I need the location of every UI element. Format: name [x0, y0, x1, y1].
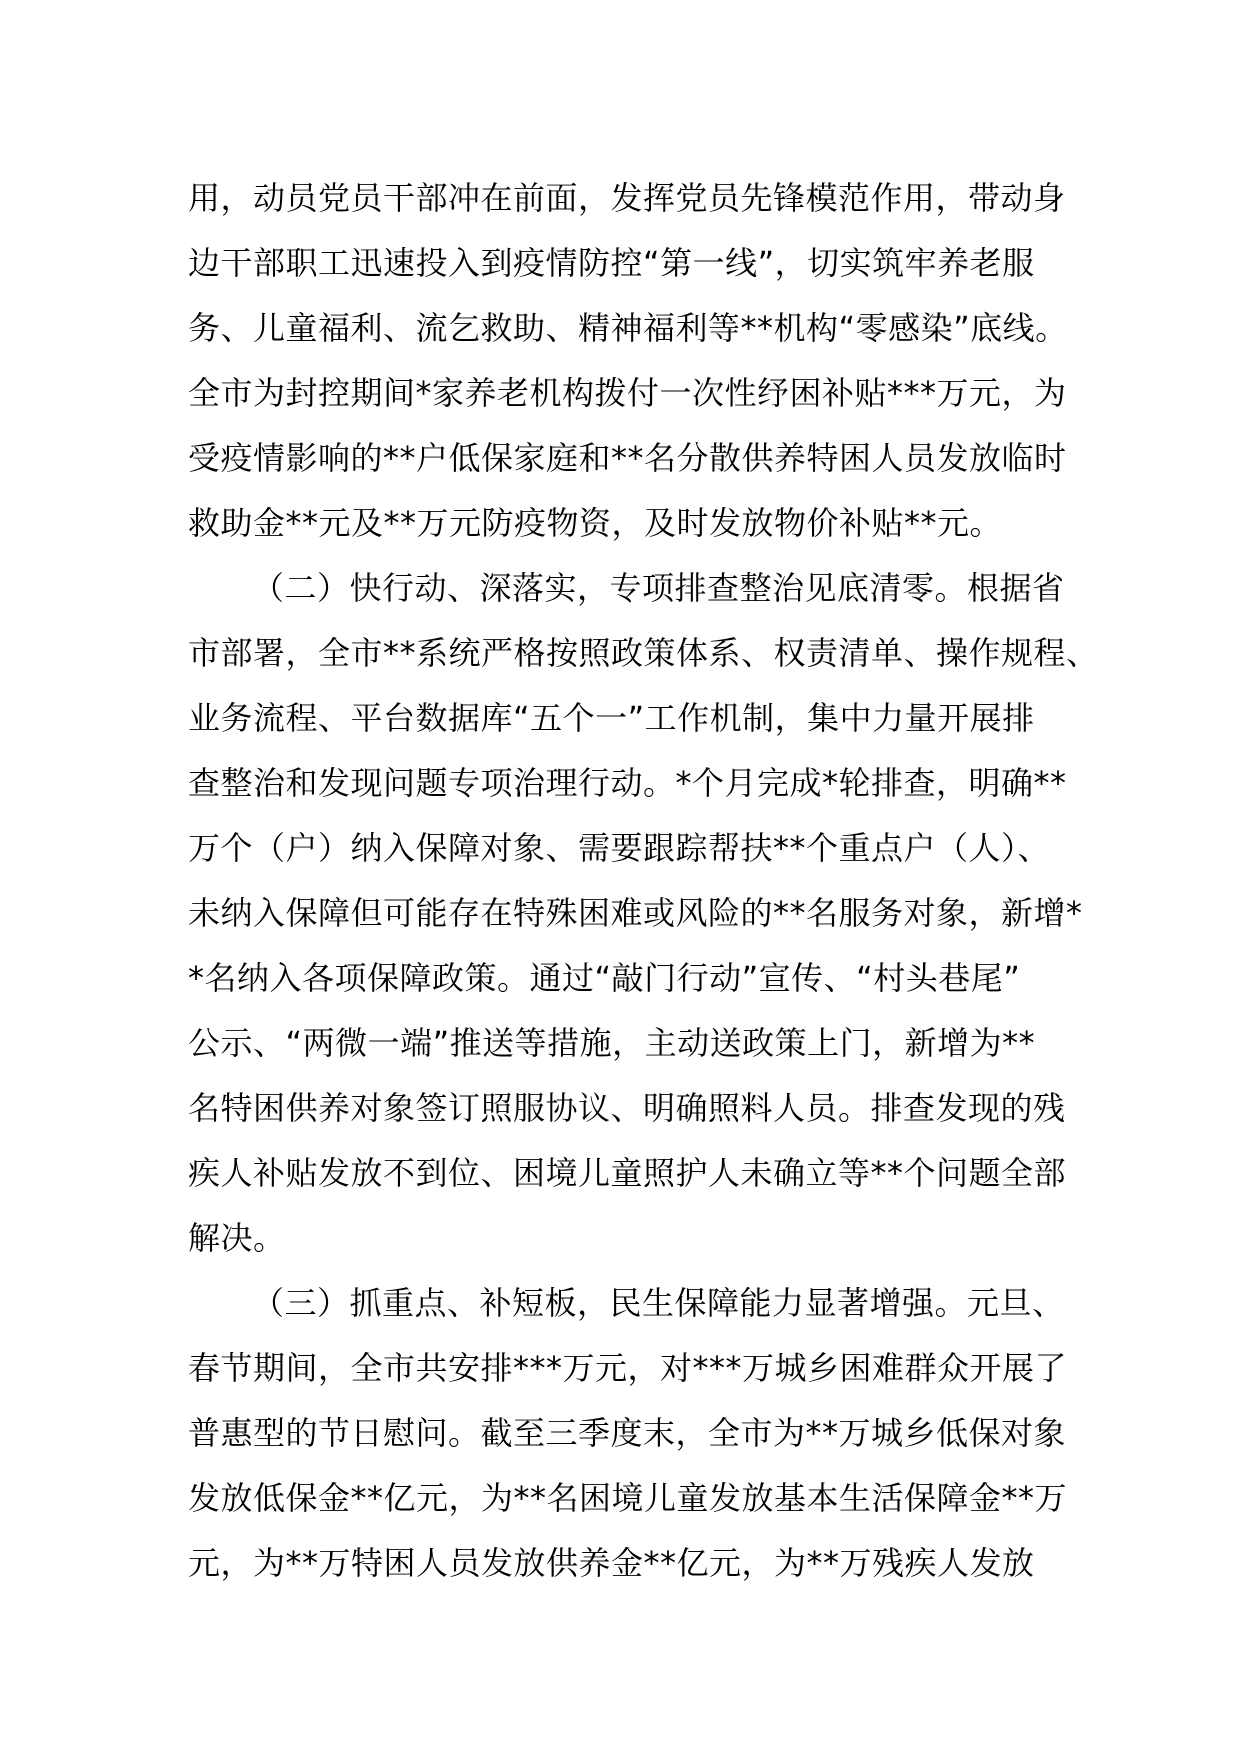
text-line: 救助金**元及**万元防疫物资，及时发放物价补贴**元。	[188, 504, 1003, 542]
text-line: 全市为封控期间*家养老机构拨付一次性纾困补贴***万元，为	[188, 374, 1067, 412]
text-line: 受疫情影响的**户低保家庭和**名分散供养特困人员发放临时	[188, 439, 1067, 477]
text-line: 疾人补贴发放不到位、困境儿童照护人未确立等**个问题全部	[188, 1154, 1067, 1192]
text-line: 业务流程、平台数据库“五个一”工作机制，集中力量开展排	[188, 699, 1035, 737]
text-line: 未纳入保障但可能存在特殊困难或风险的**名服务对象，新增*	[188, 894, 1083, 932]
text-line: 名特困供养对象签订照服协议、明确照料人员。排查发现的残	[188, 1089, 1066, 1127]
text-line: 查整治和发现问题专项治理行动。*个月完成*轮排查，明确**	[188, 764, 1067, 802]
text-line: 春节期间，全市共安排***万元，对***万城乡困难群众开展了	[188, 1349, 1068, 1387]
text-line: 用，动员党员干部冲在前面，发挥党员先锋模范作用，带动身	[188, 179, 1066, 217]
text-line: 解决。	[188, 1219, 286, 1257]
text-line: 发放低保金**亿元，为**名困境儿童发放基本生活保障金**万	[188, 1479, 1068, 1517]
paragraph-2	[188, 556, 1099, 1271]
body-text	[188, 166, 1099, 1596]
text-line: 万个（户）纳入保障对象、需要跟踪帮扶**个重点户（人）、	[188, 829, 1051, 867]
text-line: 市部署，全市**系统严格按照政策体系、权责清单、操作规程、	[188, 634, 1099, 672]
section-heading-line: （二）快行动、深落实，专项排查整治见底清零。根据省	[252, 569, 1065, 607]
text-line: 元，为**万特困人员发放供养金**亿元，为**万残疾人发放	[188, 1544, 1035, 1582]
text-line: *名纳入各项保障政策。通过“敲门行动”宣传、“村头巷尾”	[188, 959, 1021, 997]
text-line: 务、儿童福利、流乞救助、精神福利等**机构“零感染”底线。	[188, 309, 1068, 347]
text-line: 普惠型的节日慰问。截至三季度末，全市为**万城乡低保对象	[188, 1414, 1067, 1452]
paragraph-1	[188, 166, 1068, 556]
section-heading-line: （三）抓重点、补短板，民生保障能力显著增强。元旦、	[252, 1284, 1065, 1322]
paragraph-3	[188, 1271, 1068, 1596]
text-line: 边干部职工迅速投入到疫情防控“第一线”，切实筑牢养老服	[188, 244, 1035, 282]
text-line: 公示、“两微一端”推送等措施，主动送政策上门，新增为**	[188, 1024, 1036, 1062]
